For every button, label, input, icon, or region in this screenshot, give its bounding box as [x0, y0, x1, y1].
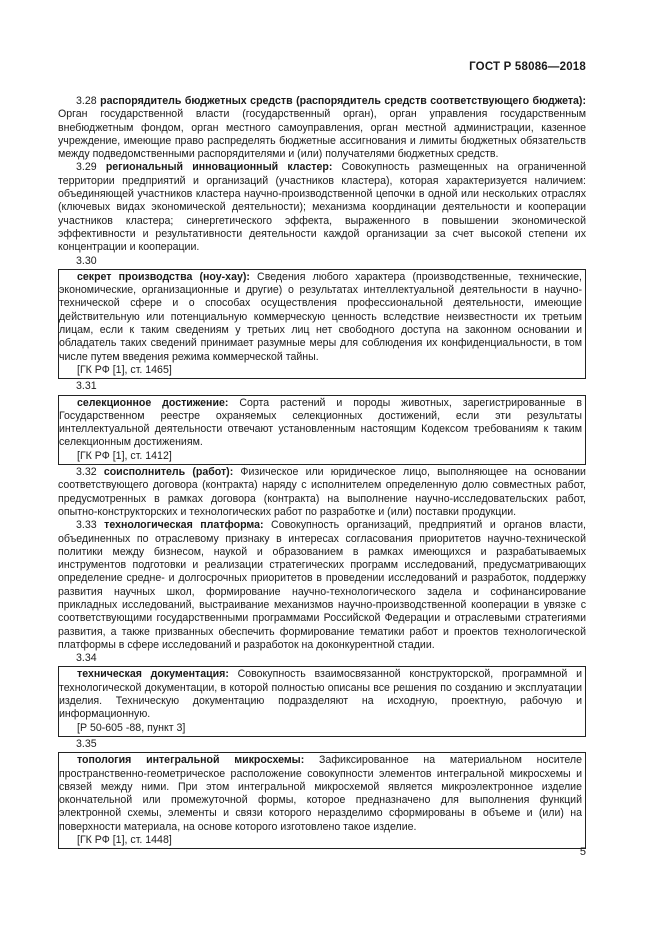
term-source: [Р 50-605 -88, пункт 3]	[77, 721, 186, 734]
term-definition: Орган государственной власти (государственный орган), орган управления государственным внебюджетным фондом, орган местного самоуправления, орган местной администрации, казенное учреждение, имеющие право распределять бюджетные ассигнования и лимиты бюджетных обязательств между подведомственными распорядителями и (или) получателями бюджетных средств.	[58, 108, 586, 161]
term-source: [ГК РФ [1], ст. 1448]	[77, 834, 172, 847]
term-name: секрет производства (ноу-хау):	[77, 270, 250, 283]
term-name: соисполнитель (работ):	[103, 466, 234, 479]
term-name: региональный инновационный кластер:	[105, 161, 333, 174]
term-name: технологическая платформа:	[104, 519, 264, 532]
term-name: техническая документация:	[77, 668, 229, 681]
term-definition: Зафиксированное на материальном носителе пространственно-геометрическое расположение совокупности элементов интегральной микросхемы и связей между ними. При этом интегральной микросхемой является микроэлектронное изделие окончательной или промежуточной формы, которое предназначено для выполнения функций электронной схемы, элементы и связи которого неразделимо сформированы в объеме и (или) на поверхности материала, на основе которого изготовлено такое изделие.	[59, 754, 582, 833]
term-source: [ГК РФ [1], ст. 1465]	[77, 363, 172, 376]
term-entry-3-33: 3.33 технологическая платформа: Совокупность организаций, предприятий и органов власти, объединенных по отраслевому признаку в интересах согласования приоритетов научно-технической политики между бизнесом, наукой и образованием в рамках имеющихся и разрабатываемых инструментов подготовки и реализации стратегических программ исследований, предусматривающих определение средне- и долгосрочных приоритетов в проведении исследований и разработок, поддержку развития научных школ, формирование научно-технологического задела и софинансирование прикладных исследований, выстраивание механизмов научно-производственной кооперации в увязке с соответствующими государственными программами Российской Федерации и отраслевыми стратегиями развития, а также призванных обеспечить формирование тематики работ и проектов технологической платформы в сфере исследований и разработок на доконкурентной стадии.	[58, 519, 586, 651]
term-definition: Совокупность размещенных на ограниченной территории предприятий и организаций (участников кластера), которая характеризуется наличием: объединяющей участников кластера научно-производственной цепочки в одной или нескольких отраслях (ключевых видах экономической деятельности); механизма координации деятельности и кооперации участников кластера; синергетического эффекта, выраженного в повышении экономической эффективности и результативности деятельности каждой организации за счет высокой степени их концентрации и кооперации.	[58, 161, 586, 254]
term-source: [ГК РФ [1], ст. 1412]	[77, 449, 172, 462]
term-entry-3-35-box	[58, 752, 586, 849]
term-number: 3.30	[76, 254, 97, 267]
term-entry-3-29: 3.29 региональный инновационный кластер: Совокупность размещенных на ограниченной территории предприятий и организаций (участников кластера), которая характеризуется наличием: объединяющей участников кластера научно-производственной цепочки в одной или нескольких отраслях (ключевых видах экономической деятельности); механизма координации деятельности и кооперации участников кластера; синергетического эффекта, выраженного в повышении экономической эффективности и результативности деятельности каждой организации за счет высокой степени их концентрации и кооперации.	[58, 161, 586, 254]
term-entry-3-31-box	[58, 395, 586, 465]
term-number: 3.31	[76, 380, 97, 393]
term-definition: Совокупность взаимосвязанной конструкторской, программной и технологической документации, в которой полностью описаны все решения по созданию и эксплуатации изделия. Техническую документацию подразделяют на исходную, проектную, рабочую и информационную.	[59, 668, 583, 721]
page-number: 5	[579, 846, 586, 858]
term-entry-3-32: 3.32 соисполнитель (работ): Физическое или юридическое лицо, выполняющее на основании соответствующего договора (контракта) наряду с исполнителем определенную долю совместных работ, предусмотренных в рамках договора (контракта) на выполнение научно-исследовательских работ, опытно-конструкторских и технологических работ по разработке и (или) поставки продукции.	[58, 466, 586, 518]
term-name: распорядитель бюджетных средств (распорядитель средств соответствующего бюджета):	[100, 95, 586, 107]
term-number: 3.34	[76, 652, 97, 665]
term-number: 3.35	[76, 737, 97, 750]
term-entry-3-34-box	[58, 666, 586, 736]
term-name: топология интегральной микросхемы:	[77, 754, 305, 767]
term-name: селекционное достижение:	[77, 396, 229, 409]
terms-list	[58, 95, 586, 850]
term-definition: Совокупность организаций, предприятий и органов власти, объединенных по отраслевому признаку в интересах согласования приоритетов научно-технической политики между бизнесом, наукой и образованием в рамках имеющихся и разрабатываемых инструментов подготовки и реализации стратегических программ исследований, предусматривающих определение средне- и долгосрочных приоритетов в проведении исследований и разработок, поддержку развития научных школ, формирование научно-технологического задела и софинансирование прикладных исследований, выстраивание механизмов научно-производственной кооперации в увязке с соответствующими государственными программами Российской Федерации и отраслевыми стратегиями развития, а также призванных обеспечить формирование тематики работ и проектов технологической платформы в сфере исследований и разработок на доконкурентной стадии.	[58, 519, 586, 651]
term-definition: Сорта растений и породы животных, зарегистрированные в Государственном реестре охраняемых селекционных достижений, если эти результаты интеллектуальной деятельности отвечают установленным настоящим Кодексом требованиям к таким селекционным достижениям.	[59, 396, 582, 449]
document-code: ГОСТ Р 58086—2018	[469, 61, 586, 73]
term-entry-3-28: 3.28 распорядитель бюджетных средств (распорядитель средств соответствующего бюджета): Орган государственной власти (государственный орган), орган управления государственным внебюджетным фондом, орган местного самоуправления, орган местной администрации, казенное учреждение, имеющие право распределять бюджетные ассигнования и лимиты бюджетных обязательств между подведомственными распорядителями и (или) получателями бюджетных средств.	[58, 95, 586, 161]
term-definition: Сведения любого характера (производственные, технические, экономические, организационные и другие) о результатах интеллектуальной деятельности в научно-технической сфере и о способах осуществления профессиональной деятельности, имеющие действительную или потенциальную коммерческую ценность вследствие неизвестности их третьим лицам, если к таким сведениям у третьих лиц нет свободного доступа на законном основании и обладатель таких сведений принимает разумные меры для соблюдения их конфиденциальности, в том числе путем введения режима коммерческой тайны.	[59, 270, 582, 363]
term-definition: Физическое или юридическое лицо, выполняющее на основании соответствующего договора (контракта) наряду с исполнителем определенную долю совместных работ, предусмотренных в рамках договора (контракта) на выполнение научно-исследовательских работ, опытно-конструкторских и технологических работ по разработке и (или) поставки продукции.	[58, 466, 586, 518]
term-entry-3-30-box	[58, 269, 586, 379]
